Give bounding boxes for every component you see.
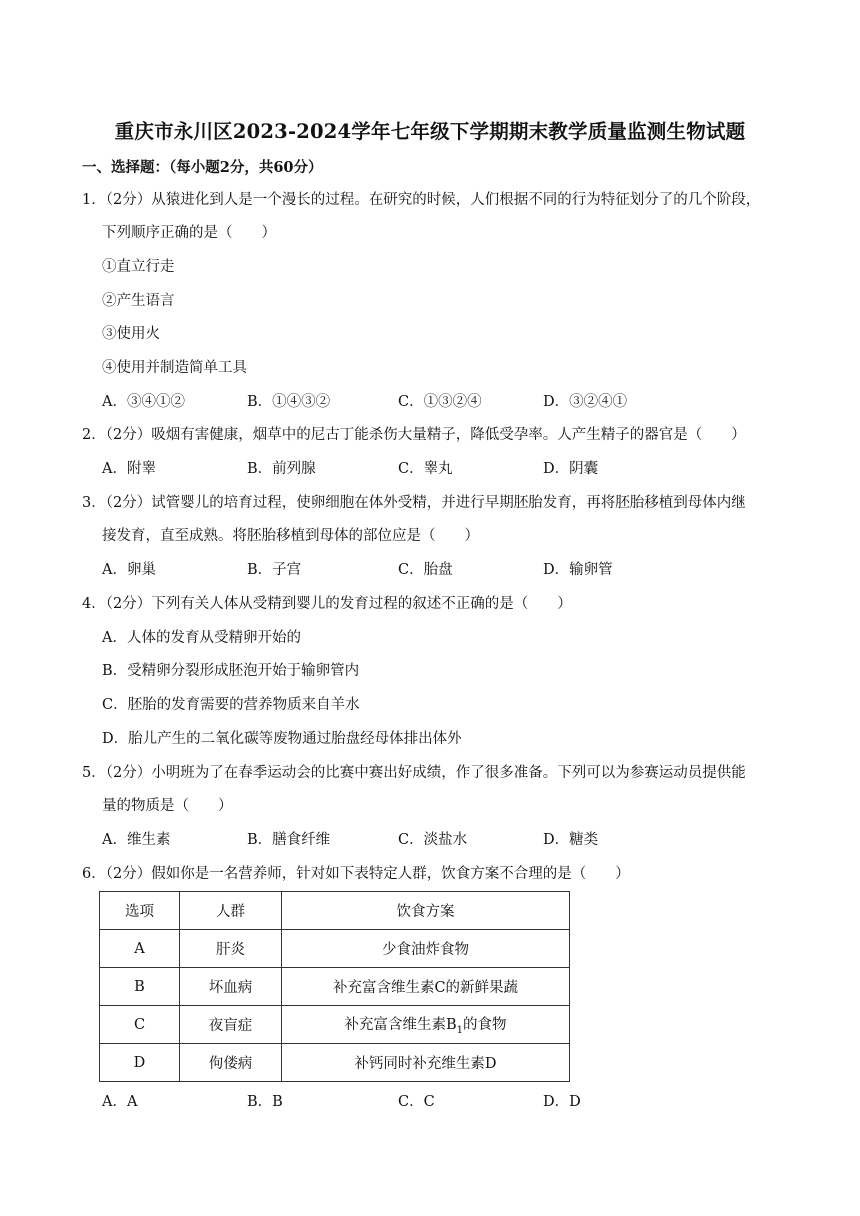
table-cell: 少食油炸食物 <box>282 930 570 968</box>
question-1-stem: 1．（2分）从猿进化到人是一个漫长的过程。在研究的时候，人们根据不同的行为特征划分了的几个阶段， <box>82 192 761 208</box>
table-cell: C <box>100 1006 180 1044</box>
table-cell: A <box>100 930 180 968</box>
section-heading: 一、选择题：（每小题2分，共60分） <box>82 159 323 176</box>
question-6-option-a[interactable]: A．A <box>102 1094 138 1110</box>
table-header-cell: 饮食方案 <box>282 892 570 930</box>
diet-plan-table <box>99 891 570 1082</box>
question-1-option-c[interactable]: C．①③②④ <box>398 394 482 410</box>
question-5-option-d[interactable]: D．糖类 <box>543 832 599 848</box>
question-4-option-b[interactable]: B．受精卵分裂形成胚泡开始于输卵管内 <box>102 663 360 679</box>
table-cell: D <box>100 1044 180 1082</box>
table-cell: 补充富含维生素C的新鲜果蔬 <box>282 968 570 1006</box>
question-2-option-a[interactable]: A．附睾 <box>102 461 156 477</box>
question-5-option-c[interactable]: C．淡盐水 <box>398 832 468 848</box>
question-6-stem: 6．（2分）假如你是一名营养师，针对如下表特定人群，饮食方案不合理的是（ ） <box>82 866 630 882</box>
question-1-item: ①直立行走 <box>102 259 175 275</box>
question-3-stem-cont: 接发育，直至成熟。将胚胎移植到母体的部位应是（ ） <box>102 528 479 544</box>
question-5-option-a[interactable]: A．维生素 <box>102 832 171 848</box>
table-cell: 坏血病 <box>180 968 282 1006</box>
table-row <box>100 1006 570 1044</box>
table-cell: 佝偻病 <box>180 1044 282 1082</box>
question-2-option-b[interactable]: B．前列腺 <box>247 461 316 477</box>
table-cell <box>282 1006 570 1044</box>
question-1-item: ②产生语言 <box>102 293 175 309</box>
question-5-option-b[interactable]: B．膳食纤维 <box>247 832 331 848</box>
question-2-stem: 2．（2分）吸烟有害健康，烟草中的尼古丁能杀伤大量精子，降低受孕率。人产生精子的器官是（ ） <box>82 427 746 443</box>
question-5-stem: 5．（2分）小明班为了在春季运动会的比赛中赛出好成绩，作了很多准备。下列可以为参赛运动员提供能 <box>82 765 746 781</box>
question-1-item: ④使用并制造简单工具 <box>102 360 247 376</box>
table-cell: 补钙同时补充维生素D <box>282 1044 570 1082</box>
question-1-option-d[interactable]: D．③②④① <box>543 394 628 410</box>
table-header-cell: 选项 <box>100 892 180 930</box>
subscript: 1 <box>456 1024 464 1036</box>
question-3-stem: 3．（2分）试管婴儿的培育过程，使卵细胞在体外受精，并进行早期胚胎发育，再将胚胎移植到母体内继 <box>82 495 746 511</box>
table-row <box>100 930 570 968</box>
table-header-row <box>100 892 570 930</box>
question-4-option-c[interactable]: C．胚胎的发育需要的营养物质来自羊水 <box>102 697 360 713</box>
cell-text: 补充富含维生素B <box>344 1017 457 1034</box>
question-4-stem: 4．（2分）下列有关人体从受精到婴儿的发育过程的叙述不正确的是（ ） <box>82 596 572 612</box>
question-4-option-a[interactable]: A．人体的发育从受精卵开始的 <box>102 630 301 646</box>
question-6-option-d[interactable]: D．D <box>543 1094 581 1110</box>
question-2-option-c[interactable]: C．睾丸 <box>398 461 453 477</box>
cell-text: 的食物 <box>463 1017 507 1034</box>
question-2-option-d[interactable]: D．阴囊 <box>543 461 599 477</box>
table-cell: 夜盲症 <box>180 1006 282 1044</box>
question-1-option-a[interactable]: A．③④①② <box>102 394 185 410</box>
question-3-option-d[interactable]: D．输卵管 <box>543 562 613 578</box>
page-title: 重庆市永川区2023-2024学年七年级下学期期末教学质量监测生物试题 <box>114 120 746 143</box>
table-row <box>100 968 570 1006</box>
table-cell: B <box>100 968 180 1006</box>
question-4-option-d[interactable]: D．胎儿产生的二氧化碳等废物通过胎盘经母体排出体外 <box>102 731 462 747</box>
table-header-cell: 人群 <box>180 892 282 930</box>
question-6-option-c[interactable]: C．C <box>398 1094 435 1110</box>
question-1-option-b[interactable]: B．①④③② <box>247 394 331 410</box>
question-1-stem-cont: 下列顺序正确的是（ ） <box>102 225 276 241</box>
table-row <box>100 1044 570 1082</box>
question-5-stem-cont: 量的物质是（ ） <box>102 798 233 814</box>
question-3-option-b[interactable]: B．子宫 <box>247 562 302 578</box>
question-3-option-c[interactable]: C．胎盘 <box>398 562 453 578</box>
question-1-item: ③使用火 <box>102 326 160 342</box>
table-cell: 肝炎 <box>180 930 282 968</box>
question-3-option-a[interactable]: A．卵巢 <box>102 562 156 578</box>
question-6-option-b[interactable]: B．B <box>247 1094 283 1110</box>
